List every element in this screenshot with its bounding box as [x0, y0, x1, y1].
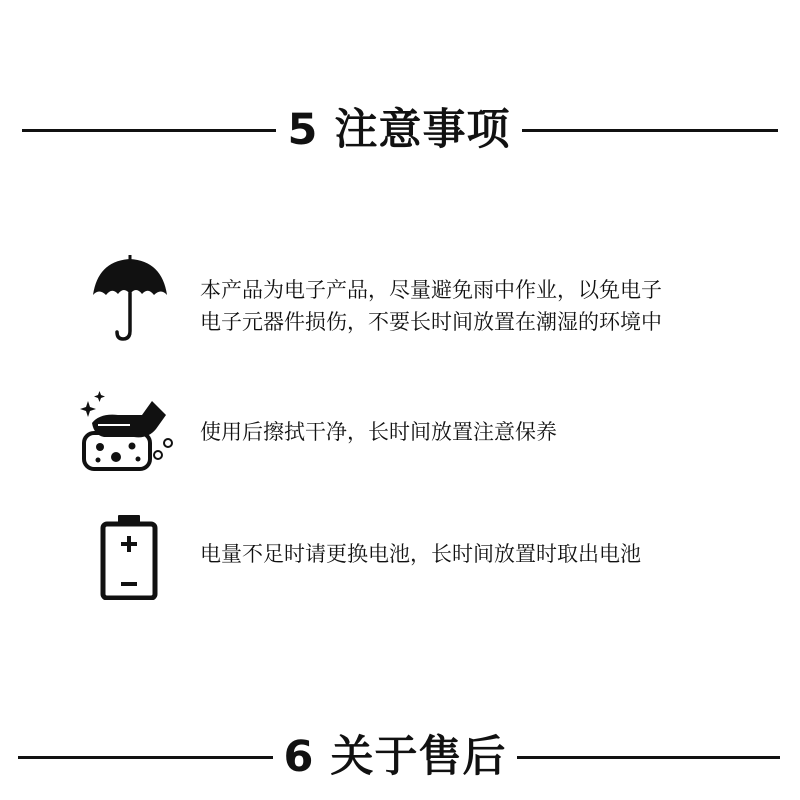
divider-right: [522, 129, 778, 132]
note-item-battery: [0, 510, 800, 602]
note-item-rain: [0, 250, 800, 350]
note-line: 本产品为电子产品，尽量避免雨中作业，以免电子: [200, 278, 662, 302]
note-text: [200, 416, 790, 448]
battery-icon: [100, 514, 158, 600]
hand-washing-icon: [78, 389, 174, 473]
section-number: 5: [287, 105, 319, 155]
note-text: [200, 538, 790, 570]
note-line: 电量不足时请更换电池，长时间放置时取出电池: [200, 542, 641, 566]
umbrella-icon: [90, 255, 170, 341]
section-label: 注意事项: [334, 105, 511, 155]
divider-left: [18, 756, 273, 759]
divider-left: [22, 129, 276, 132]
section-header-notes: [0, 95, 800, 165]
section-header-after-sales: [0, 722, 800, 792]
section-title: [273, 722, 517, 792]
section-label: 关于售后: [330, 732, 507, 782]
note-line: 使用后擦拭干净，长时间放置注意保养: [200, 420, 557, 444]
note-item-cleaning: [0, 385, 800, 475]
section-title: [276, 95, 522, 165]
divider-right: [517, 756, 780, 759]
section-number: 6: [283, 732, 315, 782]
note-text: [200, 274, 790, 338]
note-line: 电子元器件损伤，不要长时间放置在潮湿的环境中: [200, 310, 662, 334]
